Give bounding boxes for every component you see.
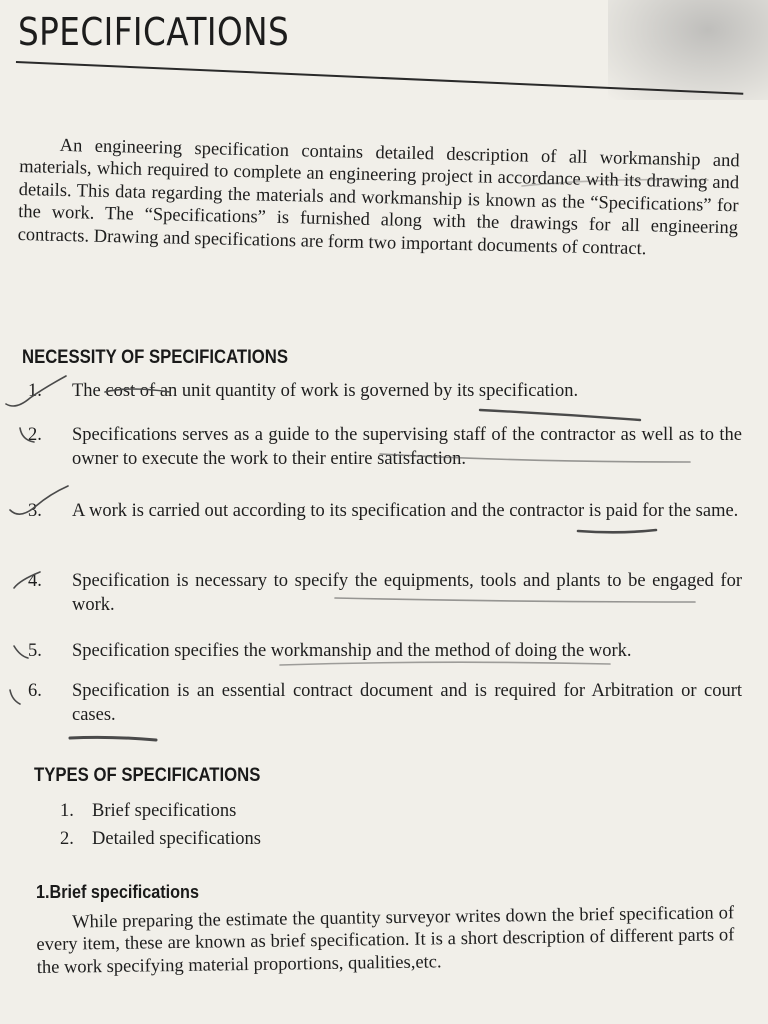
types-item-number: 2. (60, 829, 74, 849)
types-list (60, 797, 261, 853)
necessity-heading: NECESSITY OF SPECIFICATIONS (22, 347, 289, 368)
title-rule (16, 61, 743, 95)
necessity-item-number: 1. (28, 381, 42, 401)
necessity-item-text: A work is carried out according to its specification and the contractor is paid for the same. (72, 501, 739, 521)
types-item-1 (60, 797, 261, 825)
brief-heading: 1.Brief specifications (36, 882, 199, 902)
necessity-item-text: The cost of an unit quantity of work is governed by its specification. (72, 381, 579, 401)
intro-text: An engineering specification contains detailed description of all workmanship and materials, which required to complete an engineering project in accordance with its drawing and details. This data regarding the materials and workmanship is known as the “Specifications” for the work. The “Specifications” is furnished along with the drawings for all engineering contracts. Drawing and specifications are form two important documents of contract. (17, 135, 740, 259)
necessity-item-number: 6. (28, 681, 42, 701)
necessity-item-number: 2. (28, 425, 42, 445)
underline-mark (480, 410, 640, 420)
necessity-item-2 (22, 424, 742, 471)
types-item-text: Detailed specifications (92, 829, 262, 849)
brief-text: While preparing the estimate the quantity surveyor writes down the brief specification of every item, these are known as brief specification. It is a short description of different parts of the work specifying material proportions, qualities,etc. (36, 903, 735, 978)
necessity-item-3 (22, 500, 742, 524)
necessity-item-text: Specification is necessary to specify the equipments, tools and plants to be engaged for work. (72, 571, 742, 615)
necessity-item-text: Specifications serves as a guide to the supervising staff of the contractor as well as to the owner to execute the work to their entire satisfaction. (72, 425, 742, 469)
page-shadow (608, 0, 768, 100)
underline-mark (70, 737, 156, 740)
types-heading: TYPES OF SPECIFICATIONS (34, 765, 261, 786)
brief-paragraph (36, 902, 735, 979)
necessity-item-6 (22, 680, 742, 727)
necessity-item-number: 4. (28, 571, 42, 591)
intro-paragraph (17, 134, 739, 262)
necessity-item-1 (22, 380, 742, 404)
necessity-item-4 (22, 570, 742, 617)
necessity-item-text: Specification is an essential contract document and is required for Arbitration or court cases. (72, 681, 742, 725)
underline-mark (578, 530, 656, 532)
types-item-number: 1. (60, 801, 74, 821)
necessity-item-text: Specification specifies the workmanship and the method of doing the work. (72, 641, 632, 661)
necessity-item-number: 5. (28, 641, 42, 661)
tick-mark (10, 690, 20, 704)
types-item-text: Brief specifications (92, 801, 237, 821)
types-item-2 (60, 825, 261, 853)
necessity-item-number: 3. (28, 501, 42, 521)
necessity-item-5 (22, 640, 742, 664)
page-title: SPECIFICATIONS (18, 10, 290, 54)
